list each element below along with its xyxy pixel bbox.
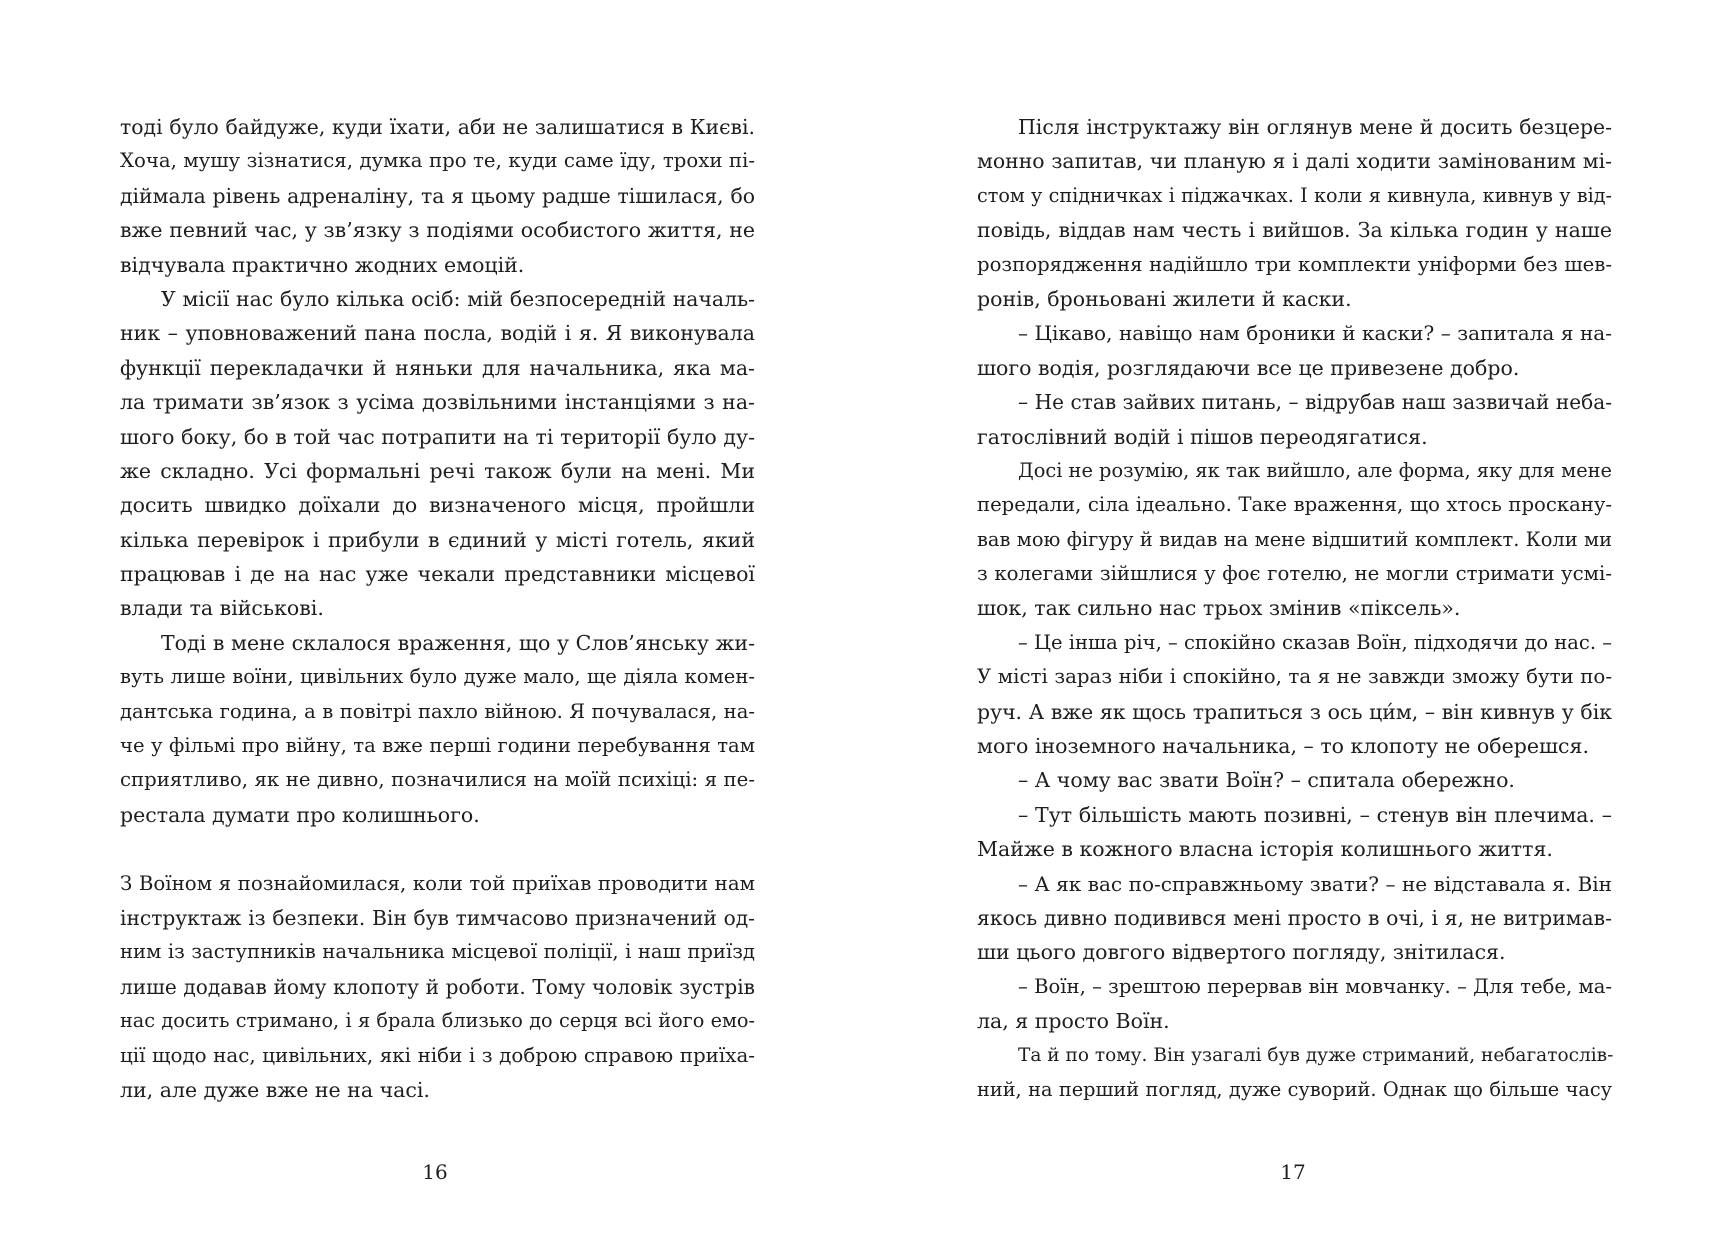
text-line: повідь, віддав нам честь і вийшов. За кілька годин у наше <box>977 218 1612 243</box>
text-line: – А чому вас звати Воїн? – спитала обережно. <box>1018 768 1515 793</box>
text-line: якось дивно подивився мені просто в очі, і я, не витримав- <box>977 905 1612 930</box>
text-line: че у фільмі про війну, та вже перші години перебування там <box>120 734 755 758</box>
text-line: мого іноземного начальника, – то клопоту не оберешся. <box>977 734 1589 759</box>
page-number: 17 <box>1280 1160 1306 1184</box>
text-line: влади та військові. <box>120 596 324 621</box>
text-line: – Тут більшість мають позивні, – стенув він плечима. – <box>1018 802 1612 827</box>
text-line: лише додавав йому клопоту й роботи. Тому чоловік зустрів <box>120 974 755 999</box>
text-line: інструктаж із безпеки. Він був тимчасово призначений од- <box>120 905 755 930</box>
text-line: діймала рівень адреналіну, та я цьому радше тішилася, бо <box>120 183 755 208</box>
text-line: дантська година, а в повітрі пахло війною. Я почувалася, на- <box>120 699 755 723</box>
text-line: руч. А вже як щось трапиться з ось ци́м, – він кивнув у бік <box>977 699 1612 724</box>
text-line: – Це інша річ, – спокійно сказав Воїн, підходячи до нас. – <box>1018 630 1612 654</box>
text-line: ли, але дуже вже не на часі. <box>120 1077 430 1102</box>
text-line: ним із заступників начальника місцевої поліції, і наш приїзд <box>120 940 755 964</box>
text-line: З Воїном я познайомилася, коли той приїхав проводити нам <box>120 871 755 895</box>
text-line: ла тримати зв’язок з усіма дозвільними інстанціями з на- <box>120 390 755 415</box>
right-page <box>856 0 1713 1258</box>
text-line: Після інструктажу він оглянув мене й досить безцере- <box>1018 115 1612 139</box>
text-line: Та й по тому. Він узагалі був дуже стриманий, небагатослів- <box>1018 1044 1614 1066</box>
text-line: – Цікаво, навіщо нам броники й каски? – запитала я на- <box>1018 321 1612 346</box>
text-line: ції щодо нас, цивільних, які ніби і з доброю справою приїха- <box>120 1043 755 1067</box>
text-line: сприятливо, як не дивно, позначилися на моїй психіці: я пе- <box>120 768 755 792</box>
text-line: Хоча, мушу зізнатися, думка про те, куди саме їду, трохи пі- <box>120 149 755 173</box>
text-line: відчувала практично жодних емоцій. <box>120 252 525 277</box>
text-line: – Не став зайвих питань, – відрубав наш зазвичай неба- <box>1018 390 1612 415</box>
text-line: Досі не розумію, як так вийшло, але форма, яку для мене <box>1018 458 1612 482</box>
text-line: ник – уповноважений пана посла, водій і я. Я виконувала <box>120 321 755 346</box>
text-line: стом у спідничках і піджачках. І коли я кивнула, кивнув у від- <box>977 183 1612 207</box>
text-line: вуть лише воїни, цивільних було дуже мало, ще діяла комен- <box>120 665 755 689</box>
text-line: шого боку, бо в той час потрапити на ті території було ду- <box>120 424 755 449</box>
text-line: рестала думати про колишнього. <box>120 802 480 827</box>
text-line: Майже в кожного власна історія колишнього життя. <box>977 837 1553 862</box>
text-line: вже певний час, у зв’язку з подіями особистого життя, не <box>120 218 755 243</box>
text-line: У місті зараз ніби і спокійно, та я не завжди зможу бути по- <box>977 665 1612 689</box>
text-line: шок, так сильно нас трьох змінив «піксель». <box>977 596 1461 621</box>
left-page-text <box>120 110 755 1107</box>
text-line: У місії нас було кілька осіб: мій безпосередній началь- <box>161 286 755 311</box>
text-line: ши цього довгого відвертого погляду, знітилася. <box>977 940 1506 965</box>
text-line: кілька перевірок і прибули в єдиний у місті готель, який <box>120 527 755 552</box>
text-line: розпорядження надійшло три комплекти уніформи без шев- <box>977 252 1612 276</box>
text-line: ла, я просто Воїн. <box>977 1009 1170 1034</box>
text-line: тоді було байдуже, куди їхати, аби не залишатися в Києві. <box>120 115 755 139</box>
text-line: – Воїн, – зрештою перервав він мовчанку. – Для тебе, ма- <box>1018 974 1612 998</box>
text-line: гатослівний водій і пішов переодягатися. <box>977 424 1428 449</box>
text-line: досить швидко доїхали до визначеного місця, пройшли <box>120 493 755 518</box>
text-line: шого водія, розглядаючи все це привезене добро. <box>977 355 1520 380</box>
page-number: 16 <box>422 1160 448 1184</box>
right-page-text <box>977 110 1612 1107</box>
text-line: нас досить стримано, і я брала близько до серця всі його емо- <box>120 1009 755 1033</box>
text-line: ронів, броньовані жилети й каски. <box>977 286 1352 311</box>
text-line: з колегами зійшлися у фоє готелю, не могли стримати усмі- <box>977 562 1612 586</box>
text-line: Тоді в мене склалося враження, що у Слов’янську жи- <box>161 630 755 655</box>
text-line: вав мою фігуру й видав на мене відшитий комплект. Коли ми <box>977 527 1612 551</box>
text-line: працював і де на нас уже чекали представники місцевої <box>120 562 755 587</box>
left-page <box>0 0 856 1258</box>
text-line: монно запитав, чи планую я і далі ходити замінованим мі- <box>977 149 1612 174</box>
text-line: передали, сіла ідеально. Таке враження, що хтось проскану- <box>977 493 1612 517</box>
text-line: – А як вас по-справжньому звати? – не відставала я. Він <box>1018 871 1612 896</box>
text-line: функції перекладачки й няньки для начальника, яка ма- <box>120 355 755 380</box>
text-line: ний, на перший погляд, дуже суворий. Однак що більше часу <box>977 1077 1612 1101</box>
text-line: же складно. Усі формальні речі також були на мені. Ми <box>120 458 755 483</box>
